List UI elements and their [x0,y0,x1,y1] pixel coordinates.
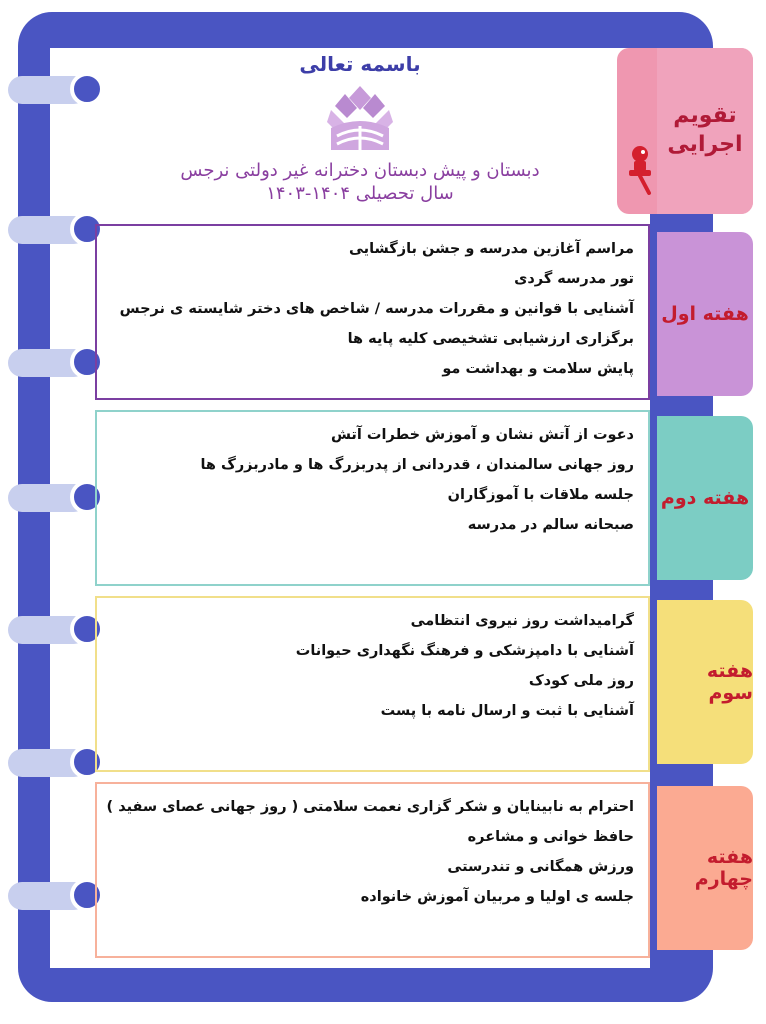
list-item: صبحانه سالم در مدرسه [467,517,634,533]
list-item: روز ملی کودک [528,673,634,689]
week-3-label: هفته سوم [706,660,753,704]
week-4-label: هفته چهارم [694,846,753,890]
list-item: حافظ خوانی و مشاعره [467,829,634,845]
academic-year: سال تحصیلی ۱۴۰۴-۱۴۰۳ [266,183,454,204]
list-item: جلسه ی اولیا و مربیان آموزش خانواده [360,889,634,905]
list-item: پایش سلامت و بهداشت مو [442,361,634,377]
list-item: گرامیداشت روز نیروی انتظامی [410,613,634,629]
tab-week-3 [657,600,753,764]
pushpin-icon [623,143,657,195]
list-item: جلسه ملاقات با آموزگاران [447,487,634,503]
list-item: برگزاری ارزشیابی تشخیصی کلیه پایه ها [347,331,634,347]
list-item: ورزش همگانی و تندرستی [447,859,634,875]
binder-ring [8,480,100,516]
week-2-box [95,410,650,586]
binder-ring [8,212,100,248]
list-item: آشنایی با دامپزشکی و فرهنگ نگهداری حیوانات [295,643,634,659]
title-tab [617,48,753,214]
list-item: روز جهانی سالمندان ، قدردانی از پدربزرگ ها و مادربزرگ ها [200,457,634,473]
tab-week-2 [657,416,753,580]
list-item: آشنایی با قوانین و مقررات مدرسه / شاخص های دختر شایسته ی نرجس [119,301,634,317]
basmala-title: باسمه تعالی [299,52,421,76]
page-header [150,52,570,204]
list-item: مراسم آغازین مدرسه و جشن بازگشایی [348,241,634,257]
school-logo-icon [325,84,395,154]
binder-ring [8,612,100,648]
list-item: دعوت از آتش نشان و آموزش خطرات آتش [330,427,634,443]
week-1-label: هفته اول [661,303,749,325]
list-item: احترام به نابینایان و شکر گزاری نعمت سلامتی ( روز جهانی عصای سفید ) [106,799,634,815]
list-item: تور مدرسه گردی [514,271,634,287]
title-tab-label [657,48,753,214]
tab-week-1 [657,232,753,396]
week-2-label: هفته دوم [660,487,750,509]
title-line-2: اجرایی [667,132,743,157]
tab-week-4 [657,786,753,950]
week-4-box [95,782,650,958]
week-3-box [95,596,650,772]
list-item: آشنایی با ثبت و ارسال نامه با پست [380,703,634,719]
week-1-box [95,224,650,400]
binder-ring [8,878,100,914]
school-name: دبستان و پیش دبستان دخترانه غیر دولتی نرجس [180,160,540,181]
title-line-1: تقویم [673,103,737,129]
binder-ring [8,72,100,108]
binder-ring [8,345,100,381]
binder-ring [8,745,100,781]
